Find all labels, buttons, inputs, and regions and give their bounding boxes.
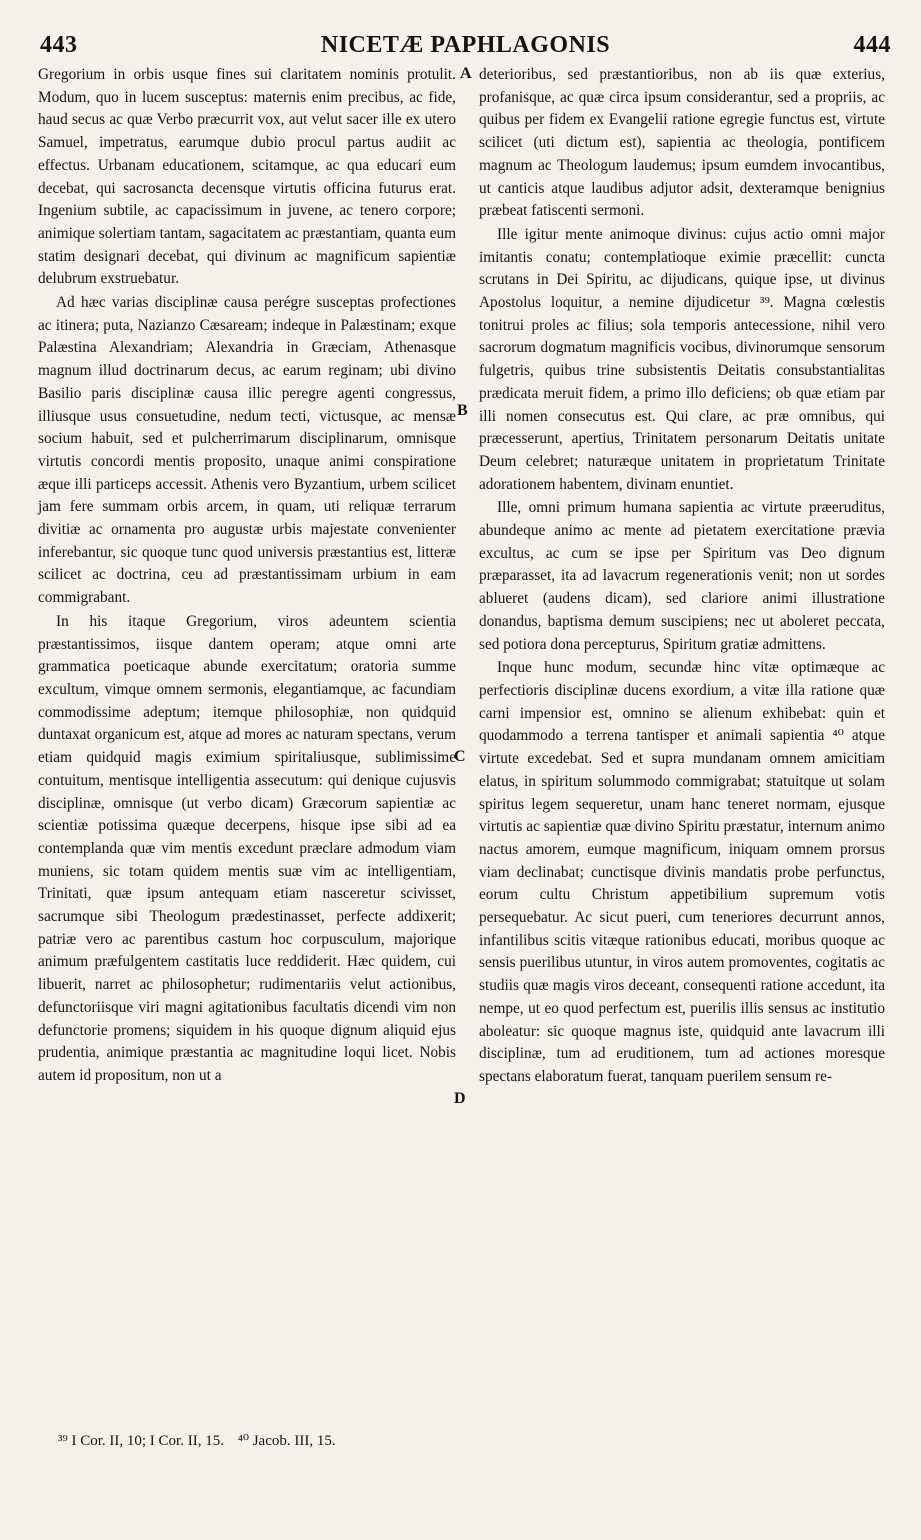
margin-marker-a: A xyxy=(460,65,472,82)
footnotes xyxy=(58,1431,881,1450)
left-paragraph-2: Ad hæc varias disciplinæ causa perégre susceptas profectiones ac itinera; puta, Nazianzo Cæsaream; indeque in Palæstinam; exque Palæstina Alexandriam; Alexandria in Græciam, Athenasque magnum illud doctrinarum decus, ac earum reginam; ubi divino Basilio paris disciplinæ causa illic peregre agenti congressus, illiusque usus consuetudine, nedum tecti, victusque, ac mensæ socium habuit, sed et pulcherrimarum disciplinarum, omnisque virtutis concordi mentis proposito, unaque animi conspiratione æque illi particeps accessit. Athenis vero Byzantium, urbem scilicet jam fere summam orbis arcem, in quam, uti reliquæ terrarum divitiæ ac ornamenta pro augustæ urbis majestate convenienter inferebantur, sic quoque tunc quod universis præstantius est, litteræ scilicet ac doctrina, ceu ad præstantissimam urbium in eam commigrabant. xyxy=(38,294,456,607)
right-paragraph-1: deterioribus, sed præstantioribus, non ab iis quæ exterius, profanisque, ac quæ circa ipsum considerantur, sed a propriis, ac quibus per fidem ex Evangelii ratione egregie functus est, virtute scilicet (uti dictum est), sapientia ac theologia, pontificem magnum ac Theologum laudemus; ipsum eumdem invocantibus, ut canticis atque laudibus adjutor adsit, dexteramque benignius præbeat fatiscenti sermoni. xyxy=(479,66,885,220)
margin-marker-c: C xyxy=(454,748,466,765)
left-column xyxy=(38,64,456,1088)
left-paragraph-1: Gregorium in orbis usque fines sui claritatem nominis protulit. Modum, quo in lucem susceptus: maternis enim precibus, ac fide, haud secus ac quæ Verbo præcurrit vox, aut velut sacer ille ex utero Samuel, impetratus, earumque dubio procul partus audiit ac effectus. Urbanam educationem, scitamque, ac qua educari eum decebat, qui sacrosancta decensque virtutis officina futurus erat. Ingenium subtile, ac capacissimum in juvene, ac tenero corpore; animique solertiam tantam, sagacitatem ac præstantiam, quanta eum statim designari decebat, qui divinum ac magnificum sapientiæ delubrum exstruebatur. xyxy=(38,66,456,288)
page-number-left: 443 xyxy=(40,32,78,58)
footnote-39: ³⁹ I Cor. II, 10; I Cor. II, 15. xyxy=(58,1433,224,1449)
margin-marker-d: D xyxy=(454,1090,466,1107)
right-paragraph-2: Ille igitur mente animoque divinus: cujus actio omni major imitantis conatu; contemplatioque eximie præcellit: cuncta scrutans in Dei Spiritu, ac dijudicans, quique ipse, ut divinus Apostolus loquitur, a nemine dijudicetur ³⁹. Magna cœlestis tonitrui proles ac filius; sola temporis antecessione, nihil vero sacrorum dogmatum magnificis vocibus, divinorumque sensorum fulgetris, quibus trine subsistentis Deitatis consubstantialitas prædicata meruit fidem, a primo illo deficiens; ob quæ etiam par illi nomen consecutus est. Qui clare, ac præ omnibus, qui præcesserunt, apertius, Trinitatem personarum Deitatis unitate Deum celebret; naturæque unitatem in proprietatum Trinitate adorationem habentem, divinam enuntiet. xyxy=(479,225,885,493)
right-column xyxy=(479,64,885,1089)
page-header xyxy=(36,30,895,64)
right-paragraph-3: Ille, omni primum humana sapientia ac virtute præeruditus, abundeque animo ac mente ad pietatem exercitatione prævia excultus, ac cum se ipse per Spiritum vas Deo dignum præparasset, ita ad lavacrum regenerationis venit; non ut sordes ablueret (audens dicam), sed clariore animi illustratione donandus, baptisma demum suscipiens; nec ut aboleret peccata, sed potiora dona percepturus, Spiritum gratiæ admittens. xyxy=(479,499,885,653)
running-title: NICETÆ PAPHLAGONIS xyxy=(320,32,611,58)
left-paragraph-3: In his itaque Gregorium, viros adeuntem scientia præstantissimos, iisque dantem operam; atque omni arte grammatica poeticaque abunde exercitatum; oratoria summe excultum, vimque omnem sermonis, elegantiamque, ac facundiam commodissime adeptum; itemque philosophiæ, non quidquid duntaxat organicum est, atque ad mores ac naturam spectans, verum etiam quidquid magis eximium spiritaliusque, sublimissime contuitum, mentisque intelligentia assecutum: qui denique cujusvis disciplinæ, omnisque (ut verbo dicam) Græcorum sapientiæ ac scientiæ potissima quæque decerpens, hisque ipse sibi ad ea contemplanda quæ vim mentis excedunt præclare admodum viam muniens, sic totam quidem mentis suæ vim ac intelligentiam, Trinitati, quæ ipsum antequam etiam nasceretur scivisset, sacrumque sibi Theologum prædestinasset, perfecte addixerit; patriæ vero ac parentibus castum hoc corpusculum, majorique animum præfulgentem castitatis luce reddiderit. Hæc quidem, cui libuerit, narret ac philosophetur; rudimentariis velut actionibus, defunctoriisque viri magni agitationibus facultatis dicendi vim non defunctorie promens; siquidem in his quoque dignum aliquid ejus prudentia, animique præstantia ac magnitudine loqui licet. Nobis autem id propositum, non ut a xyxy=(38,612,456,1084)
page-number-right: 444 xyxy=(853,32,891,58)
margin-marker-b: B xyxy=(457,402,468,419)
right-paragraph-4: Inque hunc modum, secundæ hinc vitæ optimæque ac perfectioris disciplinæ ducens exordium, a vitæ illa ratione quæ carni impensior est, omnino se alienum exhibebat: quin et quodammodo a terrena tantisper et animali sapientia ⁴⁰ atque virtute excedebat. Sed et supra mundanam omnem amicitiam elatus, in spiritum solummodo commigrabat; statuitque ut solam spiritus legem sequeretur, unam hanc teneret normam, ejusque virtutis ac sapientiæ quæ divino Spiritu præstatur, internum animo nactus amorem, eumque magnificum, iniquam omnem prorsus viam declinabat; cunctisque divinis mandatis probe perfunctus, eorum cultu Christum appetibilium supremum votis persequebatur. Ac sicut pueri, cum teneriores decurrunt annos, infantilibus scitis vitæque rationibus educati, moribus quoque ac sensis puerilibus utuntur, in viros autem promoventes, cogitatis ac studiis quæ magis viros deceant, consequenti ratione accedunt, ita nempe, ut eo quod perfectum est, puerilis illis sensus ac institutio aboleatur: sic quoque magnus iste, quidquid ante lavacrum illi disciplinæ, tum ad eruditionem, tum ad actiones moresque spectans elaboratum fuerat, tanquam puerilem sensum re- xyxy=(479,659,885,1085)
footnote-40: ⁴⁰ Jacob. III, 15. xyxy=(237,1433,336,1449)
